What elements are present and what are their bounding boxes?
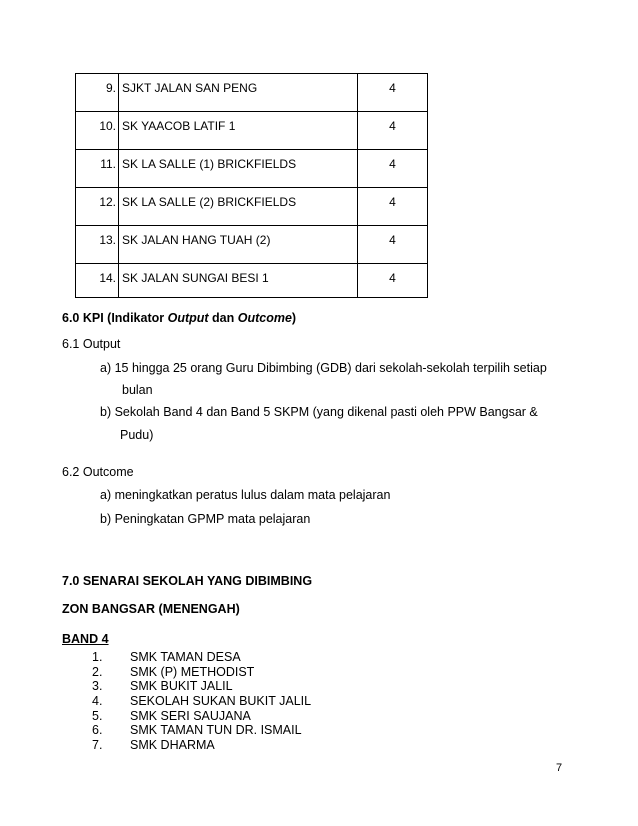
row-value: 4 [358, 74, 428, 112]
row-number: 14. [76, 264, 119, 298]
list-item-number: 6. [92, 723, 103, 738]
row-value: 4 [358, 112, 428, 150]
list-item-name: SMK (P) METHODIST [130, 664, 255, 679]
outcome-subheading: 6.2 Outcome [62, 465, 134, 479]
row-value: 4 [358, 226, 428, 264]
list-item-name: SMK TAMAN DESA [130, 650, 241, 664]
page-number: 7 [556, 762, 563, 774]
zone-heading: ZON BANGSAR (MENENGAH) [62, 602, 240, 616]
table-row [76, 264, 428, 298]
row-value: 4 [358, 150, 428, 188]
schools-table [75, 73, 428, 298]
row-value: 4 [358, 264, 428, 298]
list-item-number: 3. [92, 679, 103, 694]
outcome-item-a: a) meningkatkan peratus lulus dalam mata pelajaran [100, 488, 391, 502]
kpi-heading-suffix: ) [291, 311, 297, 325]
outcome-item-b: b) Peningkatan GPMP mata pelajaran [100, 512, 311, 526]
list-item-number: 1. [92, 650, 103, 664]
list-item-number: 4. [92, 694, 103, 709]
table-row [76, 112, 428, 150]
table-row [76, 150, 428, 188]
list-item [92, 650, 311, 665]
list-item [92, 709, 311, 724]
output-item-b: b) Sekolah Band 4 dan Band 5 SKPM (yang dikenal pasti oleh PPW Bangsar & [100, 405, 538, 419]
table-row [76, 188, 428, 226]
list-item-name: SEKOLAH SUKAN BUKIT JALIL [130, 694, 312, 709]
output-item-a-cont: bulan [122, 383, 153, 397]
list-item-number: 2. [92, 664, 103, 679]
output-item-a: a) 15 hingga 25 orang Guru Dibimbing (GDB) dari sekolah-sekolah terpilih setiap [100, 361, 547, 375]
row-number: 9. [76, 74, 119, 112]
school-name: SJKT JALAN SAN PENG [119, 74, 358, 112]
band-title: BAND 4 [62, 632, 109, 646]
senarai-heading: 7.0 SENARAI SEKOLAH YANG DIBIMBING [62, 574, 313, 588]
list-item [92, 723, 311, 738]
school-name: SK YAACOB LATIF 1 [119, 112, 358, 150]
list-item-name: SMK BUKIT JALIL [130, 679, 233, 694]
school-name: SK LA SALLE (2) BRICKFIELDS [119, 188, 358, 226]
school-name: SK JALAN HANG TUAH (2) [119, 226, 358, 264]
output-subheading: 6.1 Output [62, 337, 121, 351]
list-item [92, 679, 311, 694]
list-item [92, 738, 311, 753]
kpi-heading-outcome: Outcome [237, 311, 292, 325]
band-list [92, 650, 311, 753]
list-item [92, 694, 311, 709]
row-number: 10. [76, 112, 119, 150]
list-item [92, 665, 311, 680]
list-item-name: SMK SERI SAUJANA [130, 708, 251, 723]
output-item-b-cont: Pudu) [120, 428, 154, 442]
table-row [76, 226, 428, 264]
kpi-heading-dan: dan [208, 311, 238, 325]
school-name: SK JALAN SUNGAI BESI 1 [119, 264, 358, 298]
list-item-name: SMK DHARMA [130, 738, 215, 753]
table-row [76, 74, 428, 112]
list-item-number: 7. [92, 738, 103, 753]
kpi-heading-prefix: 6.0 KPI (Indikator [62, 311, 168, 325]
list-item-number: 5. [92, 708, 103, 723]
row-number: 11. [76, 150, 119, 188]
list-item-name: SMK TAMAN TUN DR. ISMAIL [130, 723, 302, 738]
kpi-heading [62, 311, 296, 325]
row-value: 4 [358, 188, 428, 226]
kpi-heading-output: Output [167, 311, 209, 325]
school-name: SK LA SALLE (1) BRICKFIELDS [119, 150, 358, 188]
row-number: 12. [76, 188, 119, 226]
row-number: 13. [76, 226, 119, 264]
